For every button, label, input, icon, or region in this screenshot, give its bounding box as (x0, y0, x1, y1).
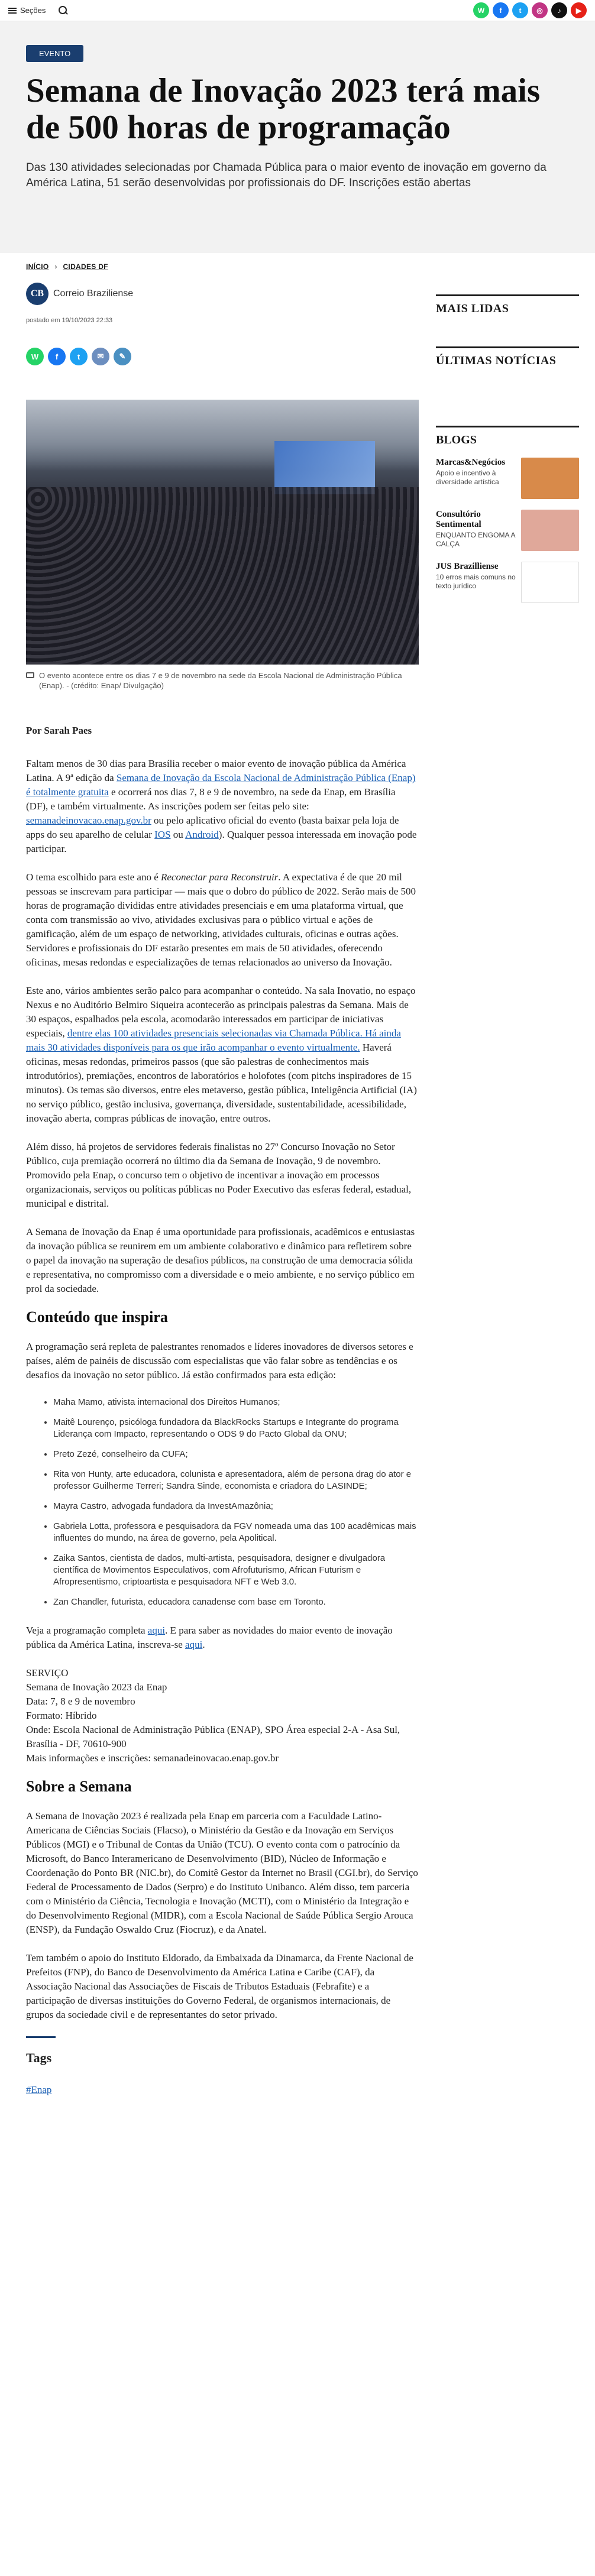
photo-caption-text: O evento acontece entre os dias 7 e 9 de novembro na sede da Escola Nacional de Administração Pública (Enap). - (crédito: Enap/ Divulgação) (39, 671, 402, 690)
paragraph-3: Este ano, vários ambientes serão palco para acompanhar o conteúdo. Na sala Inovatio, no espaço Nexus e no Auditório Belmiro Siqueira acontecerão as principais palestras da Semana. Mais de 30 espaços, espalhados pela escola, acomodarão interessados em participar de iniciativas especiais, dentre elas 100 atividades presenciais selecionadas via Chamada Pública. Há ainda mais 30 atividades disponíveis para os que irão acompanhar o evento virtualmente. Haverá oficinas, mesas redondas, primeiros passos (que são palestras de conhecimentos mais introdutórios), premiações, encontros de laboratórios e holofotes (com pitchs inspiradores de 15 minutos). Os temas são diversos, entre eles metaverso, gestão pública, Inteligência Artificial (IA) no serviço público, gestão inclusiva, governança, diversidade, sustentabilidade, acessibilidade, inovação aberta, compras públicas de inovação, entre outros. (26, 985, 417, 1124)
correio-logo[interactable]: CB (26, 283, 48, 305)
paragraph-7: Veja a programação completa aqui. E para saber as novidades do maior evento de inovação pública da América Latina, inscreva-se aqui. (26, 1625, 393, 1650)
twitter-icon[interactable]: t (512, 2, 528, 18)
blog-description[interactable]: Apoio e incentivo à diversidade artística (436, 469, 499, 486)
blogs-heading: BLOGS (436, 426, 579, 447)
service-line: Mais informações e inscrições: semanadeinovacao.enap.gov.br (26, 1752, 279, 1764)
twitter-icon[interactable]: t (70, 348, 88, 365)
speaker-item: • Gabriela Lotta, professora e pesquisadora da FGV nomeada uma das 100 acadêmicas mais influentes do mundo, na área de governo, pela Apolitical. (53, 1521, 419, 1544)
blogs-list (436, 458, 579, 603)
breadcrumb-separator: › (54, 263, 57, 271)
author-source: Correio Braziliense (53, 289, 134, 299)
enap-link[interactable]: Semana de Inovação da Escola Nacional de Administração Pública (Enap) é totalmente gratuita (26, 772, 416, 798)
paragraph-1: Faltam menos de 30 dias para Brasília receber o maior evento de inovação pública da América Latina. A 9ª edição da Semana de Inovação da Escola Nacional de Administração Pública (Enap) é totalmente gratuita e ocorrerá nos dias 7, 8 e 9 de novembro, na sede da Enap, em Brasília (DF), e também virtualmente. As inscrições podem ser feitas pelo site: semanadeinovacao.enap.gov.br ou pelo aplicativo oficial do evento (basta baixar pela loja de apps do seu aparelho de celular IOS ou Android). Qualquer pessoa interessada em inovação pode participar. (26, 758, 417, 854)
hamburger-icon (8, 8, 17, 14)
tag-enap[interactable]: #Enap (26, 2084, 52, 2095)
service-line: Data: 7, 8 e 9 de novembro (26, 1696, 135, 1707)
search-icon[interactable] (59, 6, 68, 15)
blog-name[interactable]: Marcas&Negócios (436, 458, 506, 467)
author-row (26, 283, 419, 305)
sections-label: Seções (20, 6, 46, 15)
service-info (26, 1666, 419, 1765)
photo-caption (26, 670, 419, 691)
paragraph-6: A programação será repleta de palestrantes renomados e líderes inovadores de diversos setores e países, além de painéis de discussão com especialistas que vão falar sobre as tendências e os desafios da inovação no setor público. Já estão confirmados para esta edição: (26, 1341, 413, 1381)
article-body (26, 724, 419, 2097)
speaker-item: • Rita von Hunty, arte educadora, colunista e apresentadora, além de persona drag do ator e professor Guilherme Terreri; Sandra Sinde, economista e criadora do LASINDE; (53, 1469, 419, 1492)
latest-news-heading[interactable]: ÚLTIMAS NOTÍCIAS (436, 346, 579, 368)
blog-thumbnail[interactable] (521, 458, 579, 499)
blog-thumbnail[interactable] (521, 562, 579, 603)
paragraph-4: Além disso, há projetos de servidores federais finalistas no 27º Concurso Inovação no Setor Público, cuja premiação ocorrerá no último dia da Semana de Inovação, 9 de novembro. Promovido pela Enap, o concurso tem o objetivo de incentivar a inovação em processos organizacionais, serviços ou políticas públicas no Poder Executivo das esferas federal, estadual, municipal e distrital. (26, 1141, 412, 1209)
activities-link[interactable]: dentre elas 100 atividades presenciais selecionadas via Chamada Pública. Há ainda mais 30 atividades disponíveis para os que irão acompanhar o evento virtualmente. (26, 1028, 401, 1053)
article-photo[interactable] (26, 400, 419, 665)
publish-date: postado em 19/10/2023 22:33 (26, 317, 113, 324)
article-title: Semana de Inovação 2023 terá mais de 500 horas de programação (26, 72, 541, 146)
facebook-icon[interactable]: f (48, 348, 66, 365)
blog-item[interactable] (436, 562, 579, 603)
facebook-icon[interactable]: f (493, 2, 509, 18)
subscribe-link[interactable]: aqui (185, 1639, 203, 1650)
paragraph-2: O tema escolhido para este ano é Reconectar para Reconstruir. A expectativa é de que 20 mil pessoas se inscrevam para participar — mais que o dobro do público de 2022. Serão mais de 500 horas de programação divididas entre atividades presenciais e em uma plataforma virtual, que conta com transmissão ao vivo, atividades exclusivas para o público virtual e ações de gamificação, além de um espaço de networking, atividades culturais, oficinas e outras ações. Servidores e profissionais do DF estarão presentes em mais de 50 atividades, oferecendo oficinas, mesas redondas e especializações de temas relacionados ao universo da Inovação. (26, 871, 416, 968)
breadcrumb-section[interactable]: CIDADES DF (63, 263, 108, 271)
most-read-heading[interactable]: MAIS LIDAS (436, 294, 579, 316)
speaker-item: • Maha Mamo, ativista internacional dos Direitos Humanos; (53, 1396, 419, 1408)
category-tag[interactable]: EVENTO (26, 45, 83, 62)
article-main (26, 253, 419, 2097)
service-line: Formato: Híbrido (26, 1710, 97, 1721)
android-link[interactable]: Android (185, 829, 219, 840)
social-links (473, 2, 587, 18)
speakers-list (26, 1396, 419, 1608)
breadcrumb (26, 263, 419, 271)
whatsapp-icon[interactable]: W (26, 348, 44, 365)
service-line: Semana de Inovação 2023 da Enap (26, 1681, 167, 1693)
blog-description[interactable]: 10 erros mais comuns no texto jurídico (436, 573, 516, 590)
blog-name[interactable]: Consultório Sentimental (436, 510, 481, 529)
section-heading-sobre: Sobre a Semana (26, 1778, 132, 1795)
speaker-item: • Preto Zezé, conselheiro da CUFA; (53, 1449, 419, 1460)
whatsapp-icon[interactable]: W (473, 2, 489, 18)
blog-item[interactable] (436, 458, 579, 499)
top-bar (0, 0, 595, 21)
article-header (0, 21, 595, 253)
tiktok-icon[interactable]: ♪ (551, 2, 567, 18)
blog-name[interactable]: JUS Brazilliense (436, 562, 499, 571)
camera-icon (26, 672, 34, 678)
email-icon[interactable]: ✉ (92, 348, 109, 365)
service-heading: SERVIÇO (26, 1667, 69, 1679)
service-line: Onde: Escola Nacional de Administração Pública (ENAP), SPO Área especial 2-A - Asa Sul, Brasília - DF, 70610-900 (26, 1724, 400, 1749)
blog-item[interactable] (436, 510, 579, 551)
paragraph-5: A Semana de Inovação da Enap é uma oportunidade para profissionais, acadêmicos e entusiastas da inovação pública se reunirem em um ambiente colaborativo e dinâmico para refletirem sobre o papel da inovação na superação de desafios públicos, na construção de uma democracia sólida e representativa, no compromisso com a diversidade e o meio ambiente, e no serviço público em prol da sociedade. (26, 1226, 415, 1294)
paragraph-9: Tem também o apoio do Instituto Eldorado, da Embaixada da Dinamarca, da Frente Nacional de Prefeitos (FNP), do Banco de Desenvolvimento da América Latina e Caribe (CAF), da Associação Nacional das Associações de Fiscais de Tributos Estaduais (Febrafite) e a participação de diversas instituições do Governo Federal, de organismos internacionais, de grupos da sociedade civil e de representantes do setor privado. (26, 1952, 413, 2020)
byline: Por Sarah Paes (26, 725, 92, 736)
sidebar (436, 253, 579, 603)
paragraph-8: A Semana de Inovação 2023 é realizada pela Enap em parceria com a Faculdade Latino-Americana de Ciências Sociais (Flacso), o Ministério da Gestão e da Inovação em Serviços Públicos (MGI) e o Tribunal de Contas da União (TCU). O evento conta com o patrocínio da Microsoft, do Banco Interamericano de Desenvolvimento (BID), Núcleo de Informação e Coordenação do Ponto BR (NIC.br), do Comitê Gestor da Internet no Brasil (CGI.br), do Serviço Federal de Processamento de Dados (Serpro) e do Instituto Unibanco. Além disso, tem parceria com o Ministério da Ciência, Tecnologia e Inovação (MCTI), com o Ministério da Integração e do Desenvolvimento Regional (MIDR), com a Escola Nacional de Saúde Pública Sergio Arouca (ENSP), da Fundação Oswaldo Cruz (Fiocruz), e da Anatel. (26, 1810, 418, 1935)
site-link[interactable]: semanadeinovacao.enap.gov.br (26, 815, 151, 826)
comment-icon[interactable]: ✎ (114, 348, 131, 365)
tags-heading: Tags (26, 2036, 56, 2065)
breadcrumb-home[interactable]: INÍCIO (26, 263, 49, 271)
article-subtitle: Das 130 atividades selecionadas por Chamada Pública para o maior evento de inovação em governo da América Latina, 51 serão desenvolvidas por profissionais do DF. Inscrições estão abertas (26, 161, 547, 189)
section-heading-inspira: Conteúdo que inspira (26, 1308, 168, 1326)
blog-thumbnail[interactable] (521, 510, 579, 551)
speaker-item: • Mayra Castro, advogada fundadora da InvestAmazônia; (53, 1501, 419, 1512)
speaker-item: • Zaika Santos, cientista de dados, multi-artista, pesquisadora, designer e divulgadora científica de Movimentos Especulativos, com Afrofuturismo, African Futurism e Afropresentismo, criptoartista e pesquisadora NFT e Web 3.0. (53, 1553, 419, 1588)
blog-description[interactable]: ENQUANTO ENGOMA A CALÇA (436, 531, 515, 548)
sections-menu-button[interactable] (8, 6, 46, 15)
instagram-icon[interactable]: ◎ (532, 2, 548, 18)
youtube-icon[interactable]: ▶ (571, 2, 587, 18)
speaker-item: • Zan Chandler, futurista, educadora canadense com base em Toronto. (53, 1596, 419, 1608)
program-link[interactable]: aqui (147, 1625, 166, 1636)
ios-link[interactable]: IOS (154, 829, 171, 840)
speaker-item: • Maitê Lourenço, psicóloga fundadora da BlackRocks Startups e Integrante do programa Liderança com Impacto, representando o ODS 9 do Pacto Global da ONU; (53, 1417, 419, 1440)
share-buttons (26, 348, 419, 365)
